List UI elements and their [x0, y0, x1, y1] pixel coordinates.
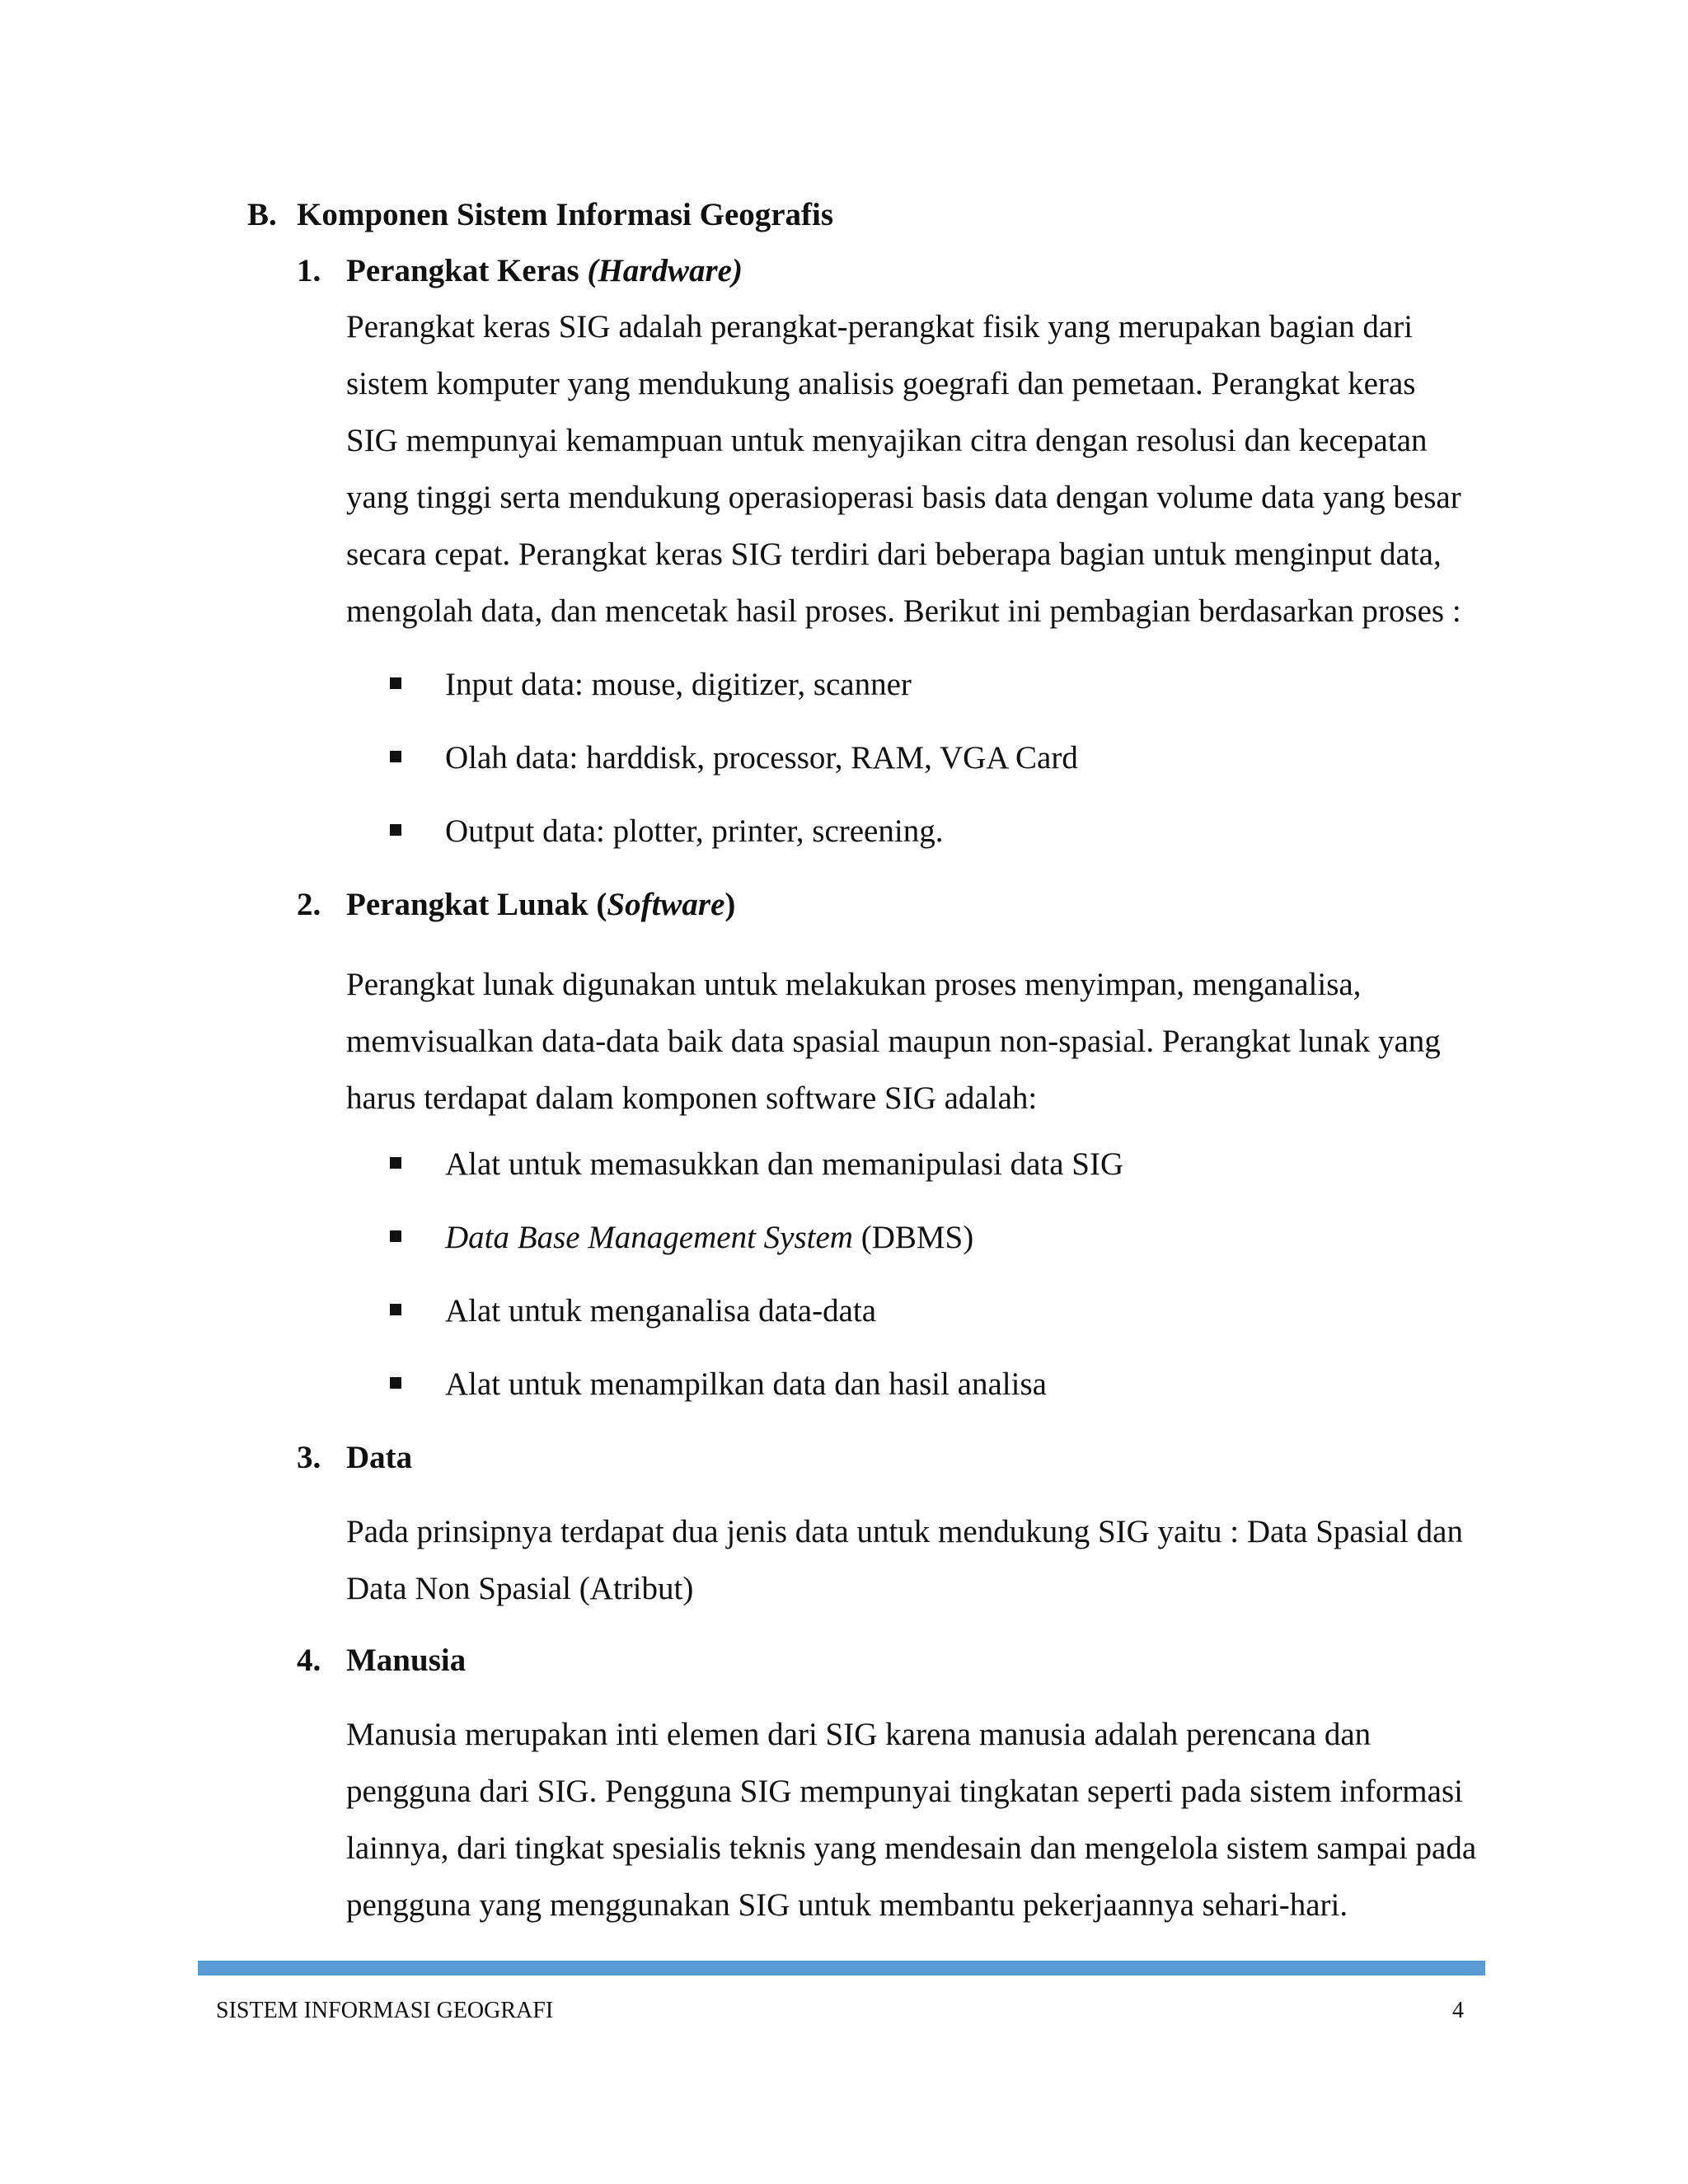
paragraph-line: yang tinggi serta mendukung operasioperasi basis data dengan volume data yang besar [346, 480, 1461, 515]
item-title: Perangkat Lunak ( [346, 887, 607, 922]
bullet-square-icon [390, 1230, 401, 1242]
paragraph-line: Perangkat keras SIG adalah perangkat-perangkat fisik yang merupakan bagian dari [346, 309, 1414, 344]
bullet-text: Alat untuk menganalisa data-data [445, 1293, 877, 1329]
paragraph-line: SIG mempunyai kemampuan untuk menyajikan citra dengan resolusi dan kecepatan [346, 423, 1428, 458]
paragraph-manusia [346, 1706, 1485, 1933]
section-letter: B. [247, 197, 277, 232]
paragraph-line: mengolah data, dan mencetak hasil proses. Berikut ini pembagian berdasarkan proses : [346, 593, 1461, 629]
paragraph-hardware [346, 298, 1485, 640]
subheading-hardware [297, 252, 743, 289]
paragraph-line: harus terdapat dalam komponen software SIG adalah: [346, 1080, 1038, 1116]
paragraph-line: Perangkat lunak digunakan untuk melakukan proses menyimpan, menganalisa, [346, 967, 1362, 1002]
footer-title: SISTEM INFORMASI GEOGRAFI [216, 1998, 554, 2023]
subheading-data [297, 1439, 412, 1476]
section-title: Komponen Sistem Informasi Geografis [297, 197, 834, 232]
subheading-software [297, 886, 735, 923]
item-title: Manusia [346, 1643, 467, 1678]
bullet-square-icon [390, 751, 401, 762]
section-heading [247, 196, 833, 233]
paragraph-line: secara cepat. Perangkat keras SIG terdiri dari beberapa bagian untuk menginput data, [346, 537, 1442, 572]
bullet-square-icon [390, 1304, 401, 1315]
paragraph-line: Data Non Spasial (Atribut) [346, 1571, 694, 1606]
bullet-square-icon [390, 1157, 401, 1169]
paragraph-line: lainnya, dari tingkat spesialis teknis yang mendesain dan mengelola sistem sampai pada [346, 1830, 1477, 1866]
bullet-text: Alat untuk memasukkan dan memanipulasi data SIG [445, 1146, 1124, 1182]
paragraph-line: Pada prinsipnya terdapat dua jenis data untuk mendukung SIG yaitu : Data Spasial dan [346, 1514, 1463, 1549]
bullet-text: Olah data: harddisk, processor, RAM, VGA Card [445, 740, 1078, 776]
item-title-italic: Software [607, 887, 725, 922]
item-title: Data [346, 1440, 413, 1475]
dbms-italic: Data Base Management System [445, 1220, 853, 1255]
item-title-close: ) [724, 887, 736, 922]
item-title: Perangkat Keras [346, 253, 579, 288]
page-number: 4 [1452, 1998, 1464, 2023]
dbms-abbrev: (DBMS) [860, 1220, 974, 1255]
paragraph-line: pengguna dari SIG. Pengguna SIG mempunyai tingkatan seperti pada sistem informasi [346, 1774, 1463, 1809]
bullet-square-icon [390, 677, 401, 689]
bullet-square-icon [390, 824, 401, 836]
paragraph-software [346, 956, 1485, 1127]
bullet-text: Output data: plotter, printer, screening. [445, 813, 944, 849]
paragraph-line: memvisualkan data-data baik data spasial maupun non-spasial. Perangkat lunak yang [346, 1024, 1441, 1059]
item-number: 1. [297, 253, 321, 288]
item-number: 4. [297, 1643, 321, 1678]
item-title-italic: (Hardware) [587, 253, 743, 288]
bullet-text: Alat untuk menampilkan data dan hasil analisa [445, 1366, 1047, 1402]
paragraph-line: pengguna yang menggunakan SIG untuk membantu pekerjaannya sehari-hari. [346, 1887, 1348, 1923]
bullet-text-dbms [445, 1219, 973, 1256]
paragraph-line: Manusia merupakan inti elemen dari SIG karena manusia adalah perencana dan [346, 1717, 1372, 1752]
paragraph-line: sistem komputer yang mendukung analisis goegrafi dan pemetaan. Perangkat keras [346, 366, 1416, 401]
footer-rule [198, 1961, 1485, 1975]
paragraph-data [346, 1503, 1485, 1617]
bullet-text: Input data: mouse, digitizer, scanner [445, 667, 912, 702]
subheading-manusia [297, 1642, 466, 1679]
bullet-square-icon [390, 1377, 401, 1389]
item-number: 2. [297, 887, 321, 922]
item-number: 3. [297, 1440, 321, 1475]
